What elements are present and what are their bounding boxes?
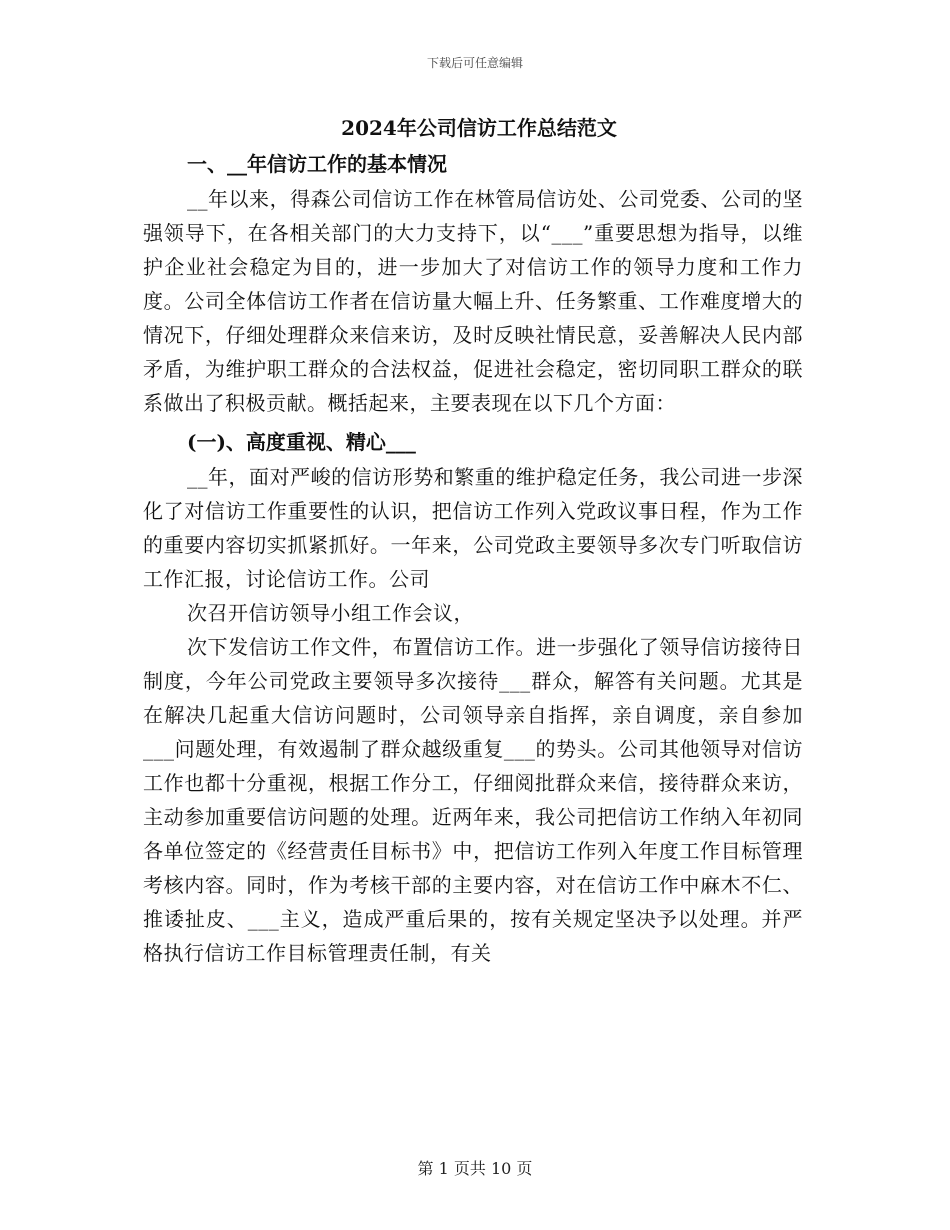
subsection-1-paragraph-2: 次召开信访领导小组工作会议， [187,601,474,625]
page-number-footer: 第 1 页共 10 页 [417,1159,533,1178]
subsection-heading-1: (一)、高度重视、精心___ [187,430,416,454]
section-heading-1: 一、__年信访工作的基本情况 [187,152,447,176]
document-body [143,110,803,970]
page-header: 下载后可任意编辑 [426,56,523,70]
subsection-1-paragraph-3: 次下发信访工作文件，布置信访工作。进一步强化了领导信访接待日制度，今年公司党政主要领导多次接待___群众，解答有关问题。尤其是在解决几起重大信访问题时，公司领导亲自指挥，亲自调度，亲自参加___问题处理，有效遏制了群众越级重复___的势头。公司其他领导对信访工作也都十分重视，根据工作分工，仔细阅批群众来信，接待群众来访，主动参加重要信访问题的处理。近两年来，我公司把信访工作纳入年初同各单位签定的《经营责任目标书》中，把信访工作列入年度工作目标管理考核内容。同时，作为考核干部的主要内容，对在信访工作中麻木不仁、推诿扯皮、___主义，造成严重后果的，按有关规定坚决予以处理。并严格执行信访工作目标管理责任制，有关 [143,635,803,965]
document-title: 2024年公司信访工作总结范文 [341,116,617,140]
subsection-1-paragraph-1: __年，面对严峻的信访形势和繁重的维护稳定任务，我公司进一步深化了对信访工作重要性的认识，把信访工作列入党政议事日程，作为工作的重要内容切实抓紧抓好。一年来，公司党政主要领导多次专门听取信访工作汇报，讨论信访工作。公司 [143,465,803,591]
section-1-intro-paragraph: __年以来，得森公司信访工作在林管局信访处、公司党委、公司的坚强领导下，在各相关部门的大力支持下，以“___”重要思想为指导，以维护企业社会稳定为目的，进一步加大了对信访工作的领导力度和工作力度。公司全体信访工作者在信访量大幅上升、任务繁重、工作难度增大的情况下，仔细处理群众来信来访，及时反映社情民意，妥善解决人民内部矛盾，为维护职工群众的合法权益，促进社会稳定，密切同职工群众的联系做出了积极贡献。概括起来，主要表现在以下几个方面： [143,187,803,415]
